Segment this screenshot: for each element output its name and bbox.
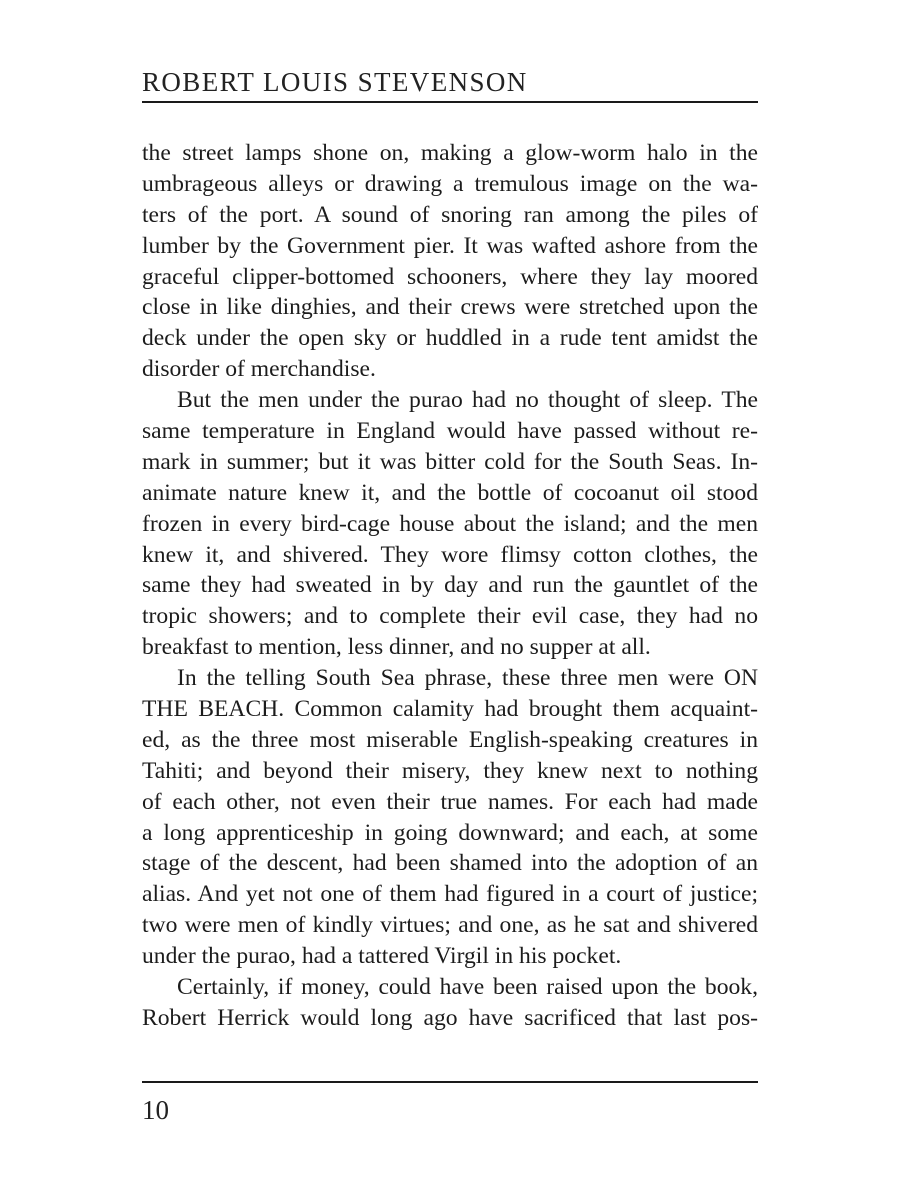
body-text bbox=[142, 138, 758, 1034]
text-line: THE BEACH. Common calamity had brought them acquaint- bbox=[142, 696, 758, 723]
text-line: Robert Herrick would long ago have sacrificed that last pos- bbox=[142, 1004, 758, 1031]
text-line: close in like dinghies, and their crews were stretched upon the bbox=[142, 294, 758, 321]
text-line: breakfast to mention, less dinner, and no supper at all. bbox=[142, 634, 651, 661]
text-line: a long apprenticeship in going downward; and each, at some bbox=[142, 819, 758, 846]
text-line: same they had sweated in by day and run the gauntlet of the bbox=[142, 572, 758, 599]
text-line: umbrageous alleys or drawing a tremulous image on the wa- bbox=[142, 170, 758, 197]
text-line: under the purao, had a tattered Virgil in his pocket. bbox=[142, 943, 622, 970]
running-head: ROBERT LOUIS STEVENSON bbox=[142, 67, 528, 97]
text-line: Certainly, if money, could have been raised upon the book, bbox=[177, 974, 758, 1001]
header-rule bbox=[142, 101, 758, 103]
text-line: animate nature knew it, and the bottle of cocoanut oil stood bbox=[142, 479, 758, 506]
text-line: stage of the descent, had been shamed into the adoption of an bbox=[142, 850, 758, 877]
text-line: ters of the port. A sound of snoring ran among the piles of bbox=[142, 201, 758, 228]
text-line: lumber by the Government pier. It was wafted ashore from the bbox=[142, 232, 758, 259]
page-number: 10 bbox=[142, 1095, 169, 1125]
footer-rule bbox=[142, 1081, 758, 1083]
text-line: But the men under the purao had no thought of sleep. The bbox=[177, 387, 758, 414]
text-line: knew it, and shivered. They wore flimsy cotton clothes, the bbox=[142, 541, 758, 568]
text-line: alias. And yet not one of them had figured in a court of justice; bbox=[142, 881, 758, 908]
text-line: disorder of merchandise. bbox=[142, 356, 376, 383]
text-line: frozen in every bird-cage house about the island; and the men bbox=[142, 510, 758, 537]
text-line: Tahiti; and beyond their misery, they knew next to nothing bbox=[142, 757, 758, 784]
text-line: tropic showers; and to complete their evil case, they had no bbox=[142, 603, 758, 630]
text-line: graceful clipper-bottomed schooners, where they lay moored bbox=[142, 263, 758, 290]
text-line: In the telling South Sea phrase, these three men were ON bbox=[177, 665, 758, 692]
text-line: mark in summer; but it was bitter cold for the South Seas. In- bbox=[142, 448, 758, 475]
text-line: same temperature in England would have passed without re- bbox=[142, 418, 758, 445]
text-line: the street lamps shone on, making a glow-worm halo in the bbox=[142, 140, 758, 166]
text-line: deck under the open sky or huddled in a rude tent amidst the bbox=[142, 325, 758, 352]
text-line: ed, as the three most miserable English-speaking creatures in bbox=[142, 726, 758, 753]
text-line: of each other, not even their true names. For each had made bbox=[142, 788, 758, 815]
text-line: two were men of kindly virtues; and one, as he sat and shivered bbox=[142, 912, 758, 939]
